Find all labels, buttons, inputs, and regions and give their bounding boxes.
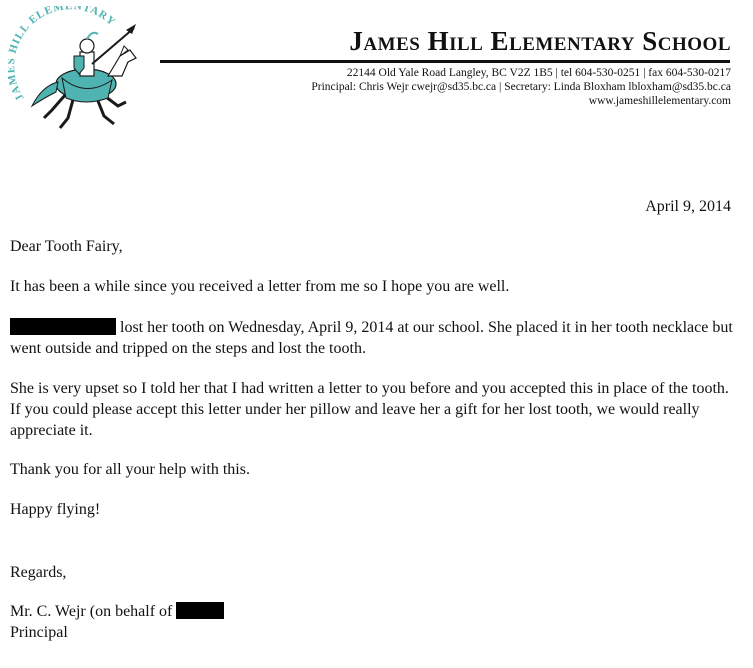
letter-date: April 9, 2014 [645,198,731,215]
logo-arc-text: JA HILL ELEMENTARY [8,6,118,103]
paragraph-2-text: lost her tooth on Wednesday, April 9, 2014 at our school. She placed it in her tooth necklace but went outside and tripped on the steps and lost the tooth. [10,319,733,357]
paragraph-3: She is very upset so I told her that I had written a letter to you before and you accepted this in place of the tooth. If you could please accept this letter under her pillow and leave her a gift for her lost tooth, we would really appreciate it. [10,380,729,439]
paragraph-1: It has been a while since you received a letter from me so I hope you are well. [10,278,510,295]
closing: Regards, [10,564,67,581]
salutation: Dear Tooth Fairy, [10,238,123,255]
redacted-name-2 [176,602,224,619]
signature-name: Mr. C. Wejr (on behalf of [10,603,177,620]
address-line: 22144 Old Yale Road Langley, BC V2Z 1B5 | tel 604-530-0251 | fax 604-530-0217 [346,67,731,79]
knight-on-horse-icon [8,6,148,138]
school-name: James Hill Elementary School [349,26,731,56]
school-logo [8,6,148,138]
signature-title: Principal [10,624,68,641]
paragraph-2 [10,317,735,359]
website-line: www.jameshillelementary.com [588,95,731,107]
staff-line: Principal: Chris Wejr cwejr@sd35.bc.ca | Secretary: Linda Bloxham lbloxham@sd35.bc.ca [311,81,731,93]
paragraph-4: Thank you for all your help with this. [10,461,250,478]
paragraph-5: Happy flying! [10,501,101,518]
redacted-name [10,318,116,335]
signature-name-line [10,601,735,622]
letterhead-rule [160,60,730,63]
